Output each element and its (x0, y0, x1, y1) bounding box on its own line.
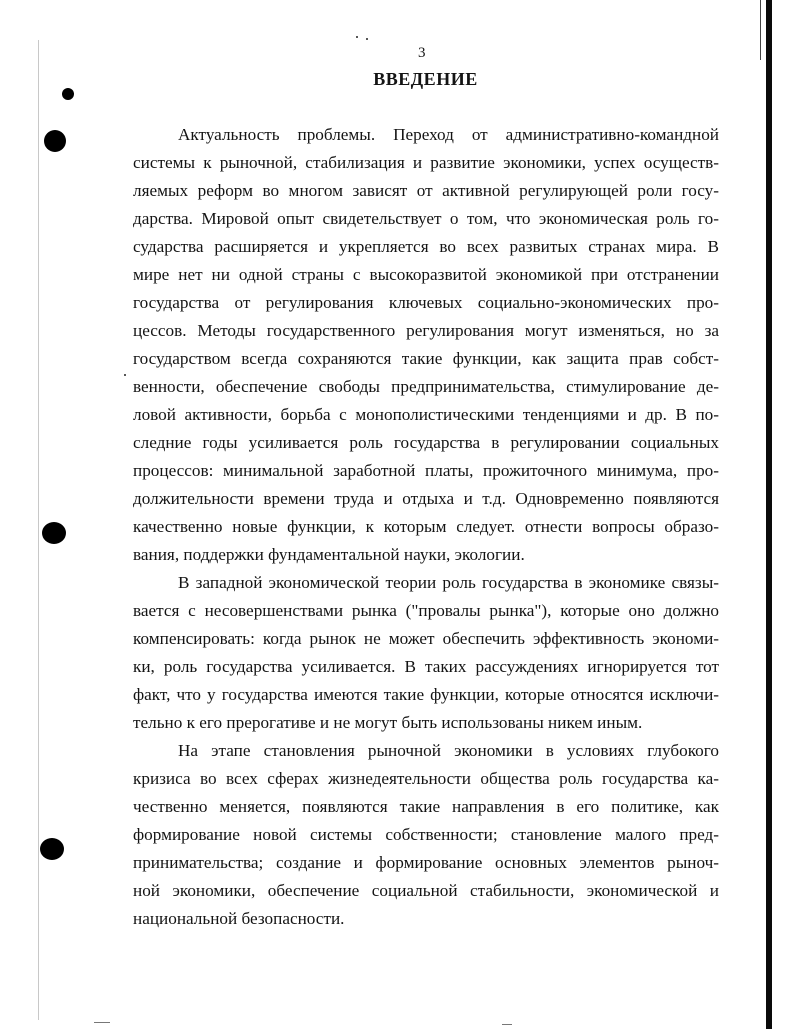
punch-hole-mark (40, 838, 64, 860)
text-line: качественно новые функции, к которым следует. отнести вопросы образо- (133, 517, 719, 536)
text-line: тельно к его прерогативе и не могут быть использованы никем иным. (133, 713, 643, 732)
text-line: должительности времени труда и отдыха и т.д. Одновременно появляются (133, 489, 719, 508)
text-line: вания, поддержки фундаментальной науки, экологии. (133, 545, 525, 564)
text-line: В западной экономической теории роль государства в экономике связы- (178, 573, 719, 592)
scan-speck (366, 38, 368, 40)
scan-dash (94, 1022, 110, 1023)
punch-hole-mark (44, 130, 66, 152)
scan-margin-line (38, 40, 39, 1020)
text-line: венности, обеспечение свободы предпринимательства, стимулирование де- (133, 377, 719, 396)
text-line: ки, роль государства усиливается. В таких рассуждениях игнорируется тот (133, 657, 719, 676)
text-line: На этапе становления рыночной экономики в условиях глубокого (178, 741, 719, 760)
text-line: государства от регулирования ключевых социально-экономических про- (133, 293, 719, 312)
text-line: принимательства; создание и формирование основных элементов рыноч- (133, 853, 719, 872)
text-line: формирование новой системы собственности; становление малого пред- (133, 825, 719, 844)
scan-speck (356, 36, 358, 38)
text-line: системы к рыночной, стабилизация и развитие экономики, успех осуществ- (133, 153, 719, 172)
text-line: кризиса во всех сферах жизнедеятельности общества роль государства ка- (133, 769, 719, 788)
text-line: сударства расширяется и укрепляется во всех развитых странах мира. В (133, 237, 719, 256)
scan-edge-bar (766, 0, 772, 1029)
text-line: национальной безопасности. (133, 909, 345, 928)
text-line: компенсировать: когда рынок не может обеспечить эффективность экономи- (133, 629, 719, 648)
scan-speck (124, 374, 126, 376)
page-number: 3 (418, 45, 426, 61)
punch-hole-mark (42, 522, 66, 544)
text-line: государством всегда сохраняются такие функции, как защита прав собст- (133, 349, 719, 368)
text-line: ляемых реформ во многом зависят от активной регулирующей роли госу- (133, 181, 719, 200)
text-line: мире нет ни одной страны с высокоразвитой экономикой при отстранении (133, 265, 719, 284)
page-title: ВВЕДЕНИЕ (373, 69, 478, 89)
scan-edge-line (760, 0, 761, 60)
text-line: вается с несовершенствами рынка ("провалы рынка"), которые оно должно (133, 601, 719, 620)
scan-dash (502, 1024, 512, 1025)
text-line: чественно меняется, появляются такие направления в его политике, как (133, 797, 719, 816)
text-line: следние годы усиливается роль государства в регулировании социальных (133, 433, 719, 452)
text-line: процессов: минимальной заработной платы, прожиточного минимума, про- (133, 461, 719, 480)
text-line: ной экономики, обеспечение социальной стабильности, экономической и (133, 881, 719, 900)
text-line: дарства. Мировой опыт свидетельствует о том, что экономическая роль го- (133, 209, 719, 228)
text-line: факт, что у государства имеются такие функции, которые относятся исключи- (133, 685, 719, 704)
text-line: цессов. Методы государственного регулирования могут изменяться, но за (133, 321, 719, 340)
text-line: Актуальность проблемы. Переход от административно-командной (178, 125, 719, 144)
text-line: ловой активности, борьба с монополистическими тенденциями и др. В по- (133, 405, 719, 424)
